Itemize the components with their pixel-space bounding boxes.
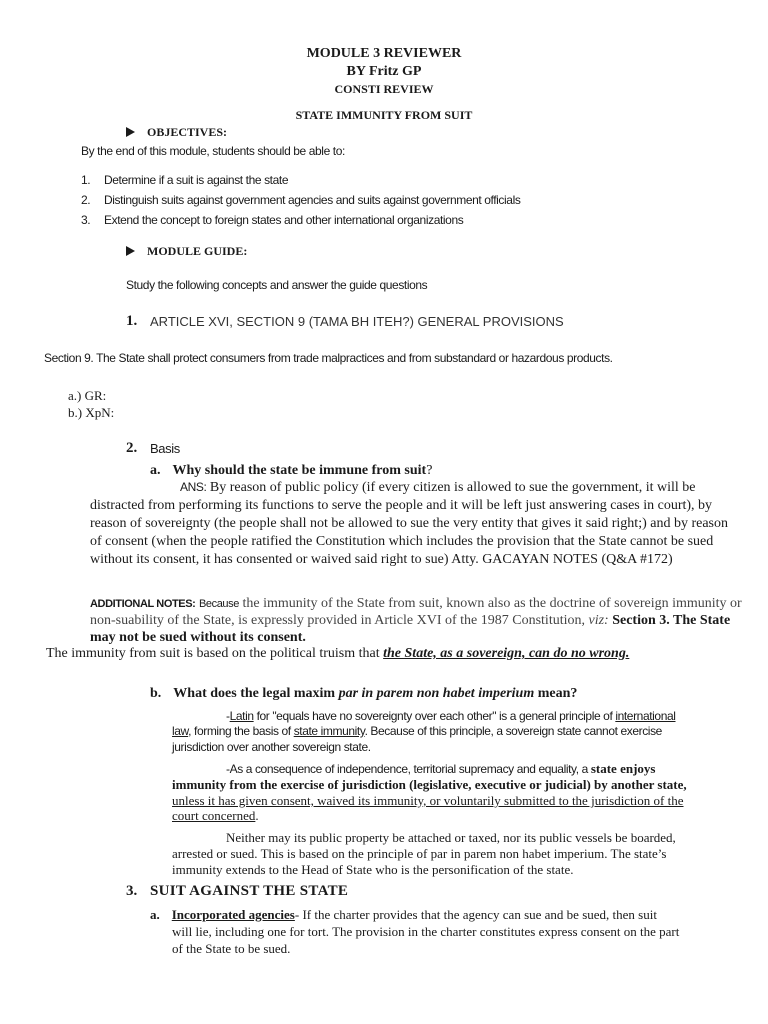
section-1-title: ARTICLE XVI, SECTION 9 (TAMA BH ITEH?) GENERAL PROVISIONS <box>150 314 564 329</box>
consequence-line: court concerned. <box>172 808 259 823</box>
objectives-intro: By the end of this module, students should be able to: <box>81 144 345 158</box>
consequence-line: immunity from the exercise of jurisdiction (legislative, executive or judicial) by another state, <box>172 777 687 792</box>
objective-item: 3. Extend the concept to foreign states and other international organizations <box>81 213 464 227</box>
additional-notes-line: may not be sued without its consent. <box>90 630 306 645</box>
incorporated-agencies-line: will lie, including one for tort. The provision in the charter constitutes express consent on the part <box>172 924 680 939</box>
section-3-title: SUIT AGAINST THE STATE <box>150 883 349 899</box>
section-3-number: 3. <box>126 883 138 899</box>
course-line: CONSTI REVIEW <box>334 82 434 96</box>
property-line: immunity extends to the Head of State who is the personification of the state. <box>172 862 574 877</box>
arrow-bullet-icon <box>126 246 135 256</box>
maxim-definition-line: jurisdiction over another sovereign state. <box>172 740 371 754</box>
author-line: BY Fritz GP <box>346 64 422 79</box>
answer-line: distracted from performing its functions to serve the people and it will be left just answering cases in court), by <box>90 498 713 513</box>
incorporated-agencies-line: of the State to be sued. <box>172 941 291 956</box>
section-2-number: 2. <box>126 440 138 456</box>
additional-notes-line: ADDITIONAL NOTES: Because the immunity of the State from suit, known also as the doctrine of sovereign immunity or <box>90 596 742 611</box>
consequence-line: unless it has given consent, waived its immunity, or voluntarily submitted to the jurisdiction of the <box>172 793 684 808</box>
answer-line: ANS: By reason of public policy (if every citizen is allowed to sue the government, it will be <box>180 480 696 495</box>
objective-item: 2. Distinguish suits against government agencies and suits against government officials <box>81 193 521 207</box>
maxim-definition-line: law, forming the basis of state immunity. Because of this principle, a sovereign state cannot exercise <box>172 724 662 738</box>
incorporated-agencies-line: a. Incorporated agencies- If the charter provides that the agency can sue and be sued, then suit <box>150 907 657 922</box>
module-guide-heading: MODULE GUIDE: <box>126 244 247 259</box>
section-2-title: Basis <box>150 441 180 456</box>
consequence-line: -As a consequence of independence, territorial supremacy and equality, a state enjoys <box>226 761 656 776</box>
general-rule-item: a.) GR: <box>68 388 107 403</box>
question-a: a. Why should the state be immune from suit? <box>150 463 433 478</box>
document-title: MODULE 3 REVIEWER <box>306 46 462 61</box>
additional-notes-line: non-suability of the State, is expressly provided in Article XVI of the 1987 Constitution, viz: Section 3. The State <box>90 613 731 628</box>
property-line: Neither may its public property be attached or taxed, nor its public vessels be boarded, <box>226 830 676 845</box>
property-line: arrested or sued. This is based on the principle of par in parem non habet imperium. The state’s <box>172 846 667 861</box>
section-9-provision: Section 9. The State shall protect consumers from trade malpractices and from substandard or hazardous products. <box>44 351 613 365</box>
section-1-number: 1. <box>126 313 138 329</box>
question-b: b. What does the legal maxim par in parem non habet imperium mean? <box>150 686 578 701</box>
maxim-definition-line: -Latin for "equals have no sovereignty over each other" is a general principle of international <box>226 709 676 723</box>
topic-heading: STATE IMMUNITY FROM SUIT <box>295 108 473 122</box>
arrow-bullet-icon <box>126 127 135 137</box>
political-truism: The immunity from suit is based on the political truism that the State, as a sovereign, can do no wrong. <box>46 646 630 661</box>
objective-item: 1. Determine if a suit is against the state <box>81 173 289 187</box>
objectives-heading: OBJECTIVES: <box>126 125 227 140</box>
answer-line: reason of sovereignty (the people shall not be allowed to sue the very entity that gives it said right;) and by reason <box>90 516 728 531</box>
answer-line: of consent (when the people ratified the Constitution which includes the provision that the State cannot be sued <box>90 534 714 549</box>
module-guide-instruction: Study the following concepts and answer the guide questions <box>126 278 428 292</box>
answer-line: without its consent, it has consented or waived said right to sue) Atty. GACAYAN NOTES (Q&A #172) <box>90 552 673 567</box>
exception-item: b.) XpN: <box>68 405 115 420</box>
